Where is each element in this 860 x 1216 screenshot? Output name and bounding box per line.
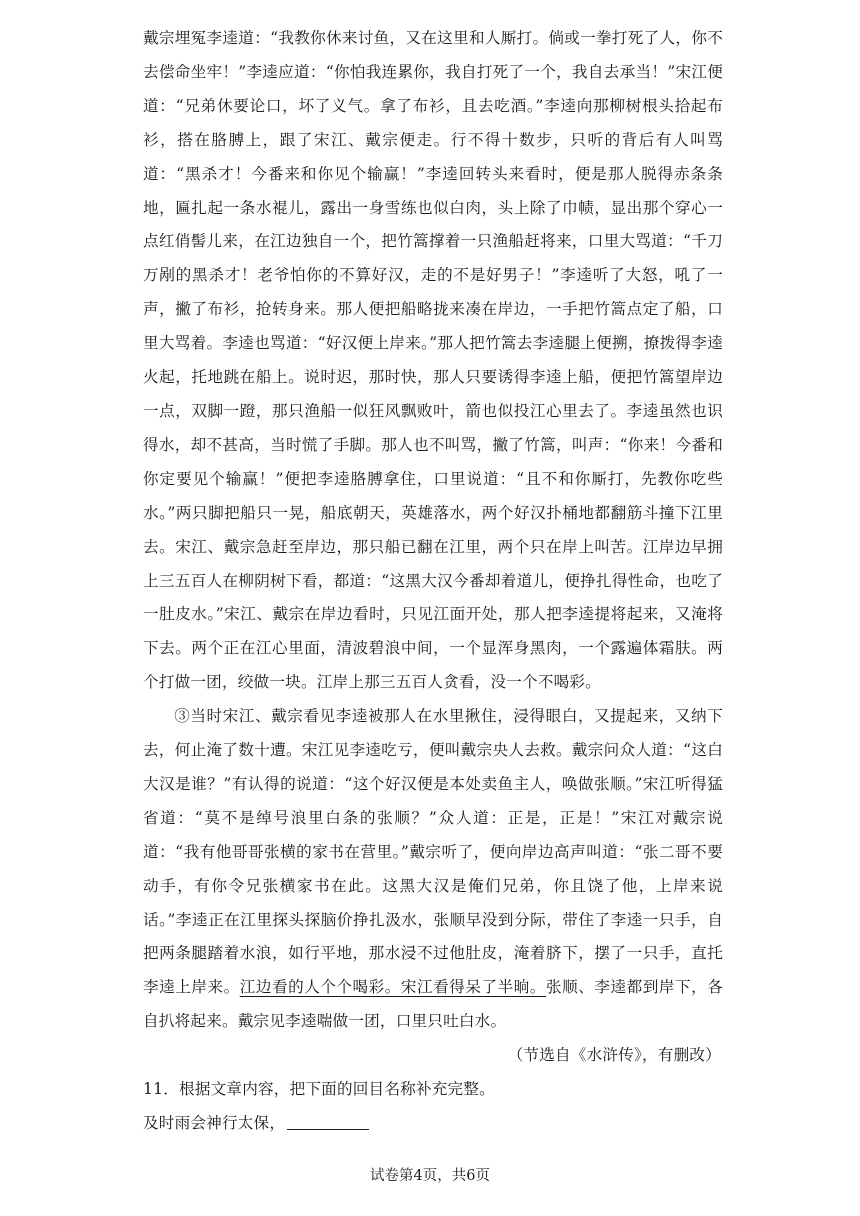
passage-paragraph-1: 戴宗埋冤李逵道：“我教你休来讨鱼，又在这里和人厮打。倘或一拳打死了人，你不去偿命坐牢！”李逵应道：“你怕我连累你，我自打死了一个，我自去承当！”宋江便道：“兄弟休要论口，坏了义气。拿了布衫，且去吃酒。”李逵向那柳树根头拾起布衫，搭在胳膊上，跟了宋江、戴宗便走。行不得十数步，只听的背后有人叫骂道：“黑杀才！今番来和你见个输赢！”李逵回转头来看时，便是那人脱得赤条条地，匾扎起一条水裩儿，露出一身雪练也似白肉，头上除了巾帻，显出那个穿心一点红俏髻儿来，在江边独自一个，把竹篙撑着一只渔船赶将来，口里大骂道：“千刀万剐的黑杀才！老爷怕你的不算好汉，走的不是好男子！”李逵听了大怒，吼了一声，撇了布衫，抢转身来。那人便把船略拢来凑在岸边，一手把竹篙点定了船，口里大骂着。李逵也骂道：“好汉便上岸来。”那人把竹篙去李逵腿上便搠，撩拨得李逵火起，托地跳在船上。说时迟，那时快，那人只要诱得李逵上船，便把竹篙望岸边一点，双脚一蹬，那只渔船一似狂风飘败叶，箭也似投江心里去了。李逵虽然也识得水，却不甚高，当时慌了手脚。那人也不叫骂，撇了竹篙，叫声：“你来！今番和你定要见个输赢！”便把李逵胳膊拿住，口里说道：“且不和你厮打，先教你吃些水。”两只脚把船只一晃，船底朝天，英雄落水，两个好汉扑桶地都翻筋斗撞下江里去。宋江、戴宗急赶至岸边，那只船已翻在江里，两个只在岸上叫苦。江岸边早拥上三五百人在柳阴树下看，都道：“这黑大汉今番却着道儿，便挣扎得性命，也吃了一肚皮水。”宋江、戴宗在岸边看时，只见江面开处，那人把李逵提将起来，又淹将下去。两个正在江心里面，清波碧浪中间，一个显浑身黑肉，一个露遍体霜肤。两个打做一团，绞做一块。江岸上那三五百人贪看，没一个不喝彩。 xyxy=(143,29,723,692)
answer-blank[interactable] xyxy=(287,1111,369,1130)
passage-paragraph-2 xyxy=(143,700,723,1039)
page-footer: 试卷第4页，共6页 xyxy=(370,1168,490,1184)
passage-body xyxy=(143,22,723,1141)
source-citation: （节选自《水浒传》，有删改） xyxy=(507,1046,721,1065)
paragraph-2-tail: 张顺、李逵都到岸下，各自扒将起来。戴宗见李逵喘做一团，口里只吐白水。 xyxy=(143,978,723,1031)
fill-in-line xyxy=(143,1107,723,1141)
underlined-sentence: 江边看的人个个喝彩。宋江看得呆了半晌。 xyxy=(239,978,546,997)
question-11: 11．根据文章内容，把下面的回目名称补充完整。 xyxy=(143,1080,495,1099)
fill-prompt: 及时雨会神行太保， xyxy=(143,1114,286,1132)
paragraph-2-main: ③当时宋江、戴宗看见李逵被那人在水里揪住，浸得眼白，又提起来，又纳下去，何止淹了数十遭。宋江见李逵吃亏，便叫戴宗央人去救。戴宗问众人道：“这白大汉是谁？”有认得的说道：“这个好汉便是本处卖鱼主人，唤做张顺。”宋江听得猛省道：“莫不是绰号浪里白条的张顺？”众人道：正是，正是！”宋江对戴宗说道：“我有他哥哥张横的家书在营里。”戴宗听了，便向岸边高声叫道：“张二哥不要动手，有你令兄张横家书在此。这黑大汉是俺们兄弟，你且饶了他，上岸来说话。”李逵正在江里探头探脑价挣扎汲水，张顺早没到分际，带住了李逵一只手，自把两条腿踏着水浪，如行平地，那水浸不过他肚皮，淹着脐下，摆了一只手，直托李逵上岸来。 xyxy=(143,707,723,997)
